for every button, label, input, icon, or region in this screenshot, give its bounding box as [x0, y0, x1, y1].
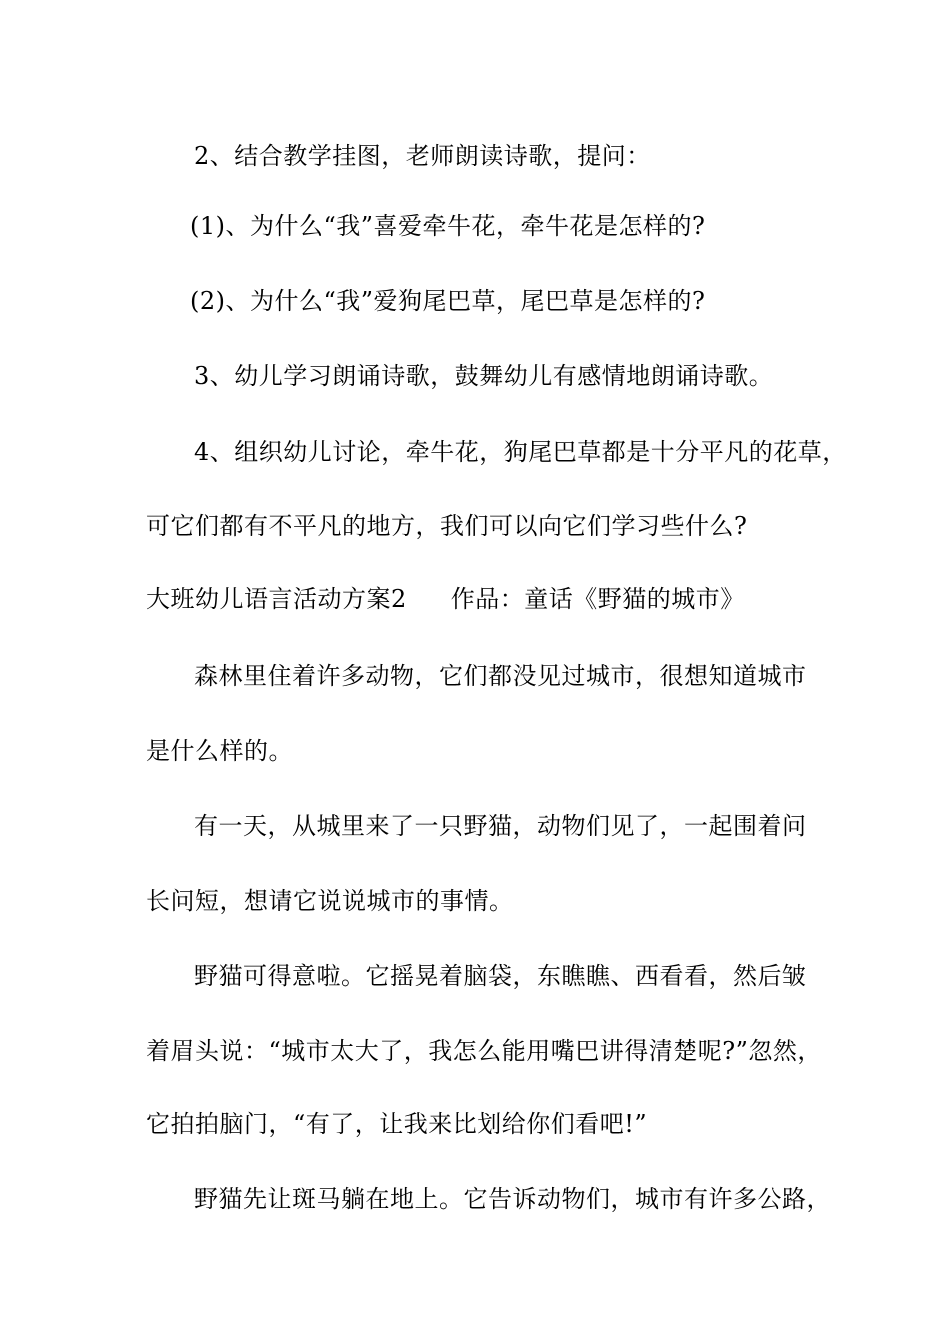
- section-work-title: 作品：童话《野猫的城市》: [450, 585, 745, 613]
- paragraph-step-2: 2、结合教学挂图，老师朗读诗歌，提问：: [194, 142, 651, 170]
- section-title: 大班幼儿语言活动方案2: [146, 585, 407, 613]
- story-paragraph-3-end: 它拍拍脑门，“有了，让我来比划给你们看吧!”: [146, 1110, 648, 1138]
- paragraph-step-3: 3、幼儿学习朗诵诗歌，鼓舞幼儿有感情地朗诵诗歌。: [194, 362, 774, 390]
- question-1: (1)、为什么“我”喜爱牵牛花，牵牛花是怎样的?: [190, 212, 706, 240]
- story-paragraph-4: 野猫先让斑马躺在地上。它告诉动物们，城市有许多公路，: [194, 1185, 831, 1213]
- story-paragraph-3: 野猫可得意啦。它摇晃着脑袋，东瞧瞧、西看看，然后皱: [194, 962, 807, 990]
- paragraph-step-4: 4、组织幼儿讨论，牵牛花，狗尾巴草都是十分平凡的花草，: [194, 438, 847, 466]
- section-heading: [146, 583, 836, 615]
- story-paragraph-3-continued: 着眉头说：“城市太大了，我怎么能用嘴巴讲得清楚呢?”忽然，: [146, 1037, 822, 1065]
- question-2: (2)、为什么“我”爱狗尾巴草，尾巴草是怎样的?: [190, 287, 706, 315]
- story-paragraph-1: 森林里住着许多动物，它们都没见过城市，很想知道城市: [194, 662, 807, 690]
- paragraph-step-4-continued: 可它们都有不平凡的地方，我们可以向它们学习些什么?: [146, 512, 748, 540]
- story-paragraph-2: 有一天，从城里来了一只野猫，动物们见了，一起围着问: [194, 812, 807, 840]
- story-paragraph-1-continued: 是什么样的。: [146, 737, 293, 765]
- story-paragraph-2-continued: 长问短，想请它说说城市的事情。: [146, 887, 514, 915]
